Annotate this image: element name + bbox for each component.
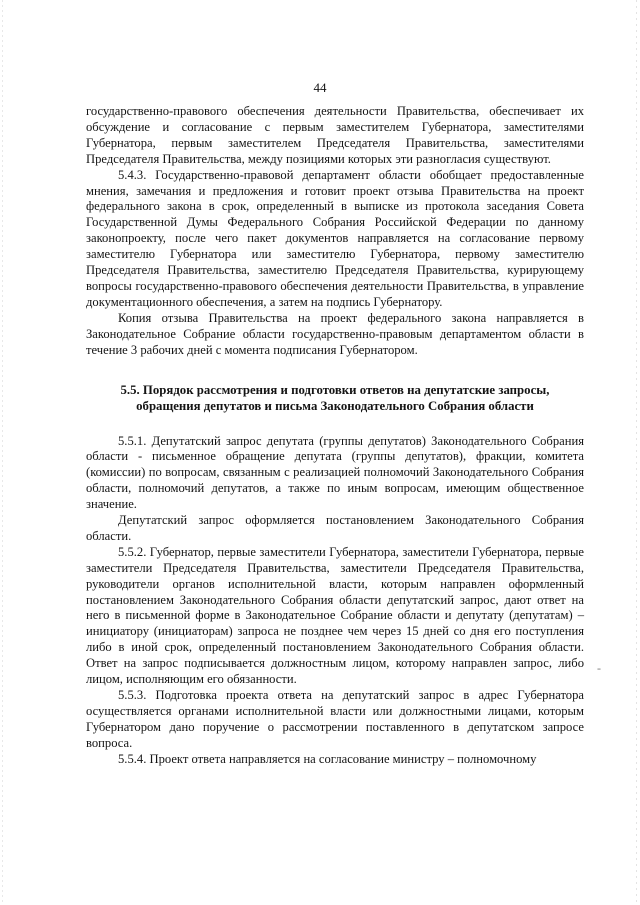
page-number: 44	[313, 80, 327, 95]
scan-edge-left	[2, 0, 3, 905]
section-heading-line-2: обращения депутатов и письма Законодательного Собрания области	[136, 398, 534, 413]
paragraph-continuation: государственно-правового обеспечения деятельности Правительства, обеспечивает их обсуждение и согласование с первым заместителем Губернатора, заместителями Губернатора, первым заместителем Председателя Правительства, заместителями Председателя Правительства, между позициями которых эти разногласия существуют.	[86, 104, 584, 166]
section-heading-line-1: 5.5. Порядок рассмотрения и подготовки ответов на депутатские запросы,	[120, 382, 550, 397]
paragraph-review-copy: Копия отзыва Правительства на проект федерального закона направляется в Законодательное Собрание области государственно-правовым департаментом области в течение 3 рабочих дней с момента подписания Губернатором.	[86, 310, 584, 357]
section-heading	[86, 382, 584, 414]
paragraph-5-4-3: 5.4.3. Государственно-правовой департамент области обобщает предоставленные мнения, замечания и предложения и готовит проект отзыва Правительства на проект федерального закона в срок, определенный в выписке из протокола заседания Совета Государственной Думы Федерального Собрания Российской Федерации по данному законопроекту, после чего пакет документов направляется на согласование первому заместителю Губернатора или заместителю Губернатора, первому заместителю Председателя Правительства, заместителю Председателя Правительства, курирующему вопросы государственно-правового обеспечения деятельности Правительства, в управление документационного обеспечения, а затем на подпись Губернатору.	[86, 167, 584, 309]
margin-mark: -	[597, 661, 601, 675]
paragraph-5-5-1: 5.5.1. Депутатский запрос депутата (группы депутатов) Законодательного Собрания области - письменное обращение депутата (группы депутатов), фракции, комитета (комиссии) по вопросам, связанным с реализацией полномочий Законодательного Собрания области, полномочий депутатов, а также по иным вопросам, имеющим общественное значение.	[86, 433, 584, 512]
scan-edge-right	[636, 0, 637, 905]
paragraph-5-5-2: 5.5.2. Губернатор, первые заместители Губернатора, заместители Губернатора, первые заместители Председателя Правительства, заместители Председателя Правительства, руководители органов исполнительной власти, которым направлен оформленный постановлением Законодательного Собрания области депутатский запрос, дают ответ на него в письменной форме в Законодательное Собрание области и депутату (депутатам) – инициатору (инициаторам) запроса не позднее чем через 15 дней со дня его поступления либо в иной срок, определенный постановлением Законодательного Собрания области. Ответ на запрос подписывается должностным лицом, которому направлен запрос, либо лицом, исполняющим его обязанности.	[86, 544, 584, 687]
paragraph-deputy-request: Депутатский запрос оформляется постановлением Законодательного Собрания области.	[86, 513, 584, 543]
document-body	[86, 104, 584, 768]
paragraph-5-5-4: 5.5.4. Проект ответа направляется на согласование министру – полномочному	[118, 751, 537, 766]
paragraph-5-5-3: 5.5.3. Подготовка проекта ответа на депутатский запрос в адрес Губернатора осуществляется органами исполнительной власти или должностными лицами, которым Губернатором дано поручение о рассмотрении поставленного в депутатском запросе вопроса.	[86, 688, 584, 750]
